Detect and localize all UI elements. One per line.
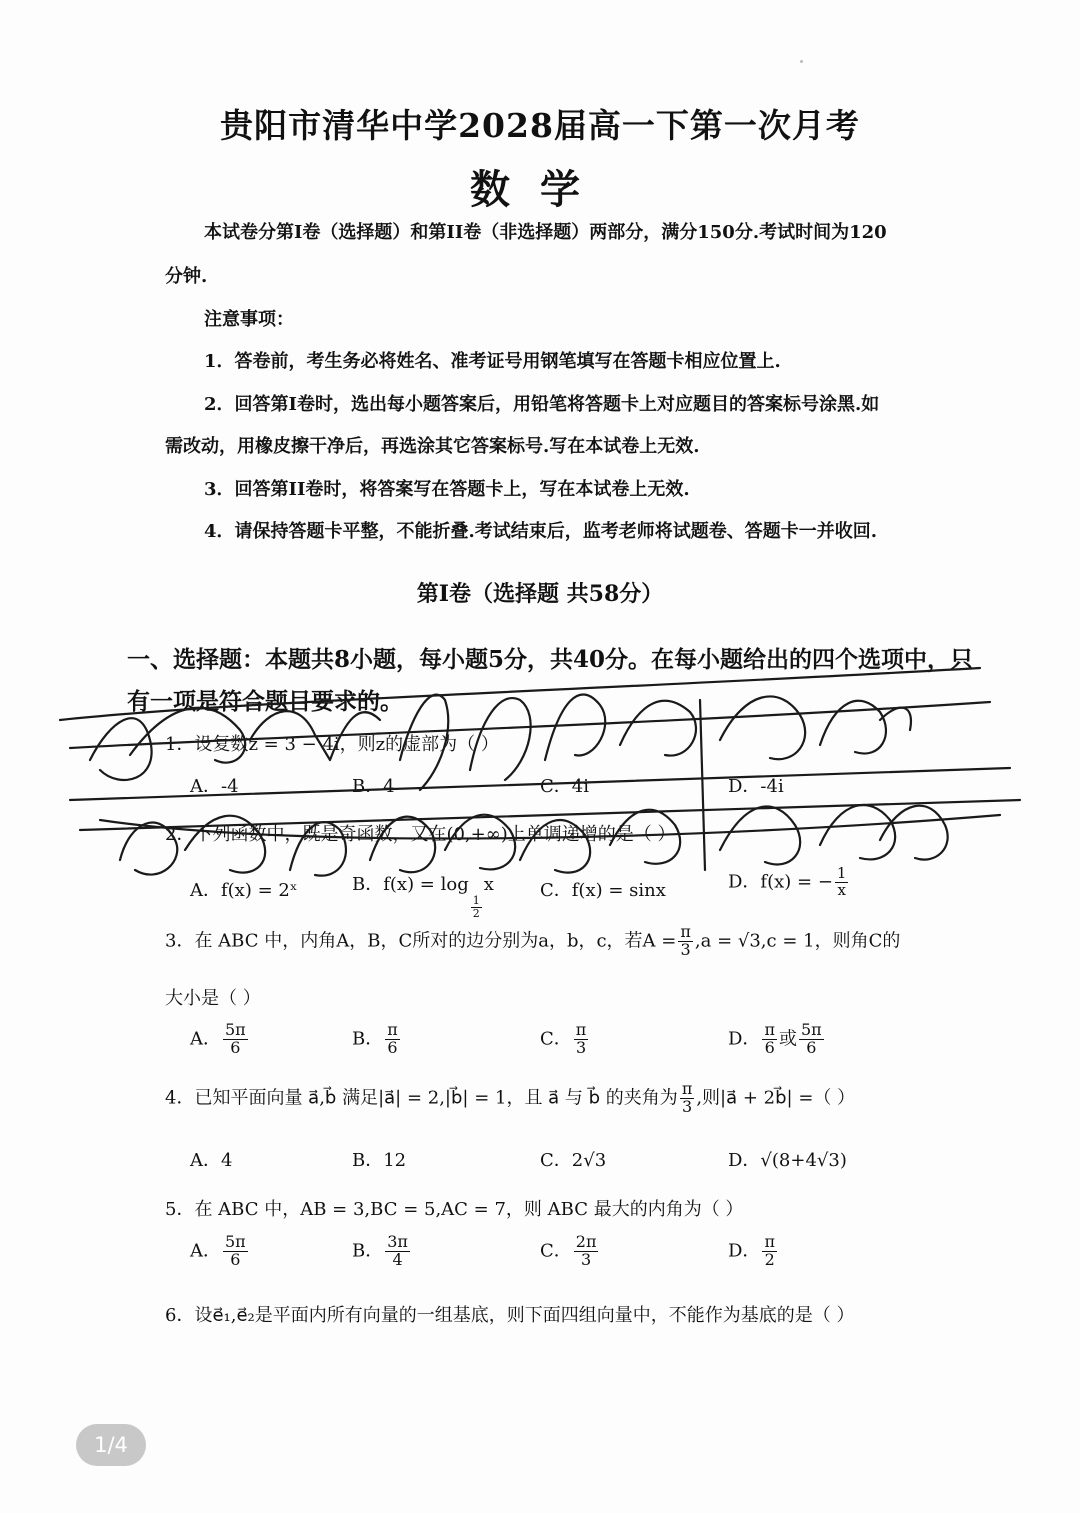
exam-subject: 数学 xyxy=(470,166,610,213)
q3-option-a xyxy=(190,1022,250,1057)
q2-d-fraction xyxy=(835,866,849,899)
q3-stem xyxy=(165,924,900,959)
q2-option-b-post: x xyxy=(483,874,494,895)
q5-c-den: 3 xyxy=(581,1249,592,1269)
q3-c-label: C． xyxy=(540,1028,572,1050)
q4-option-c: C．2√3 xyxy=(540,1150,607,1171)
q2-option-b-pre: B．f(x) = log xyxy=(352,874,469,895)
q3-a-label: A． xyxy=(190,1028,221,1050)
q1-stem: 1．设复数z = 3 − 4i，则z的虚部为（ ） xyxy=(165,734,499,755)
q2-log-base-num: 1 xyxy=(472,894,480,907)
q5-option-c xyxy=(540,1234,600,1269)
q3-option-b xyxy=(352,1022,402,1057)
notice-2: 2．回答第I卷时，选出每小题答案后，用铅笔将答题卡上对应题目的答案标号涂黑.如 xyxy=(204,394,880,415)
q3-d-den-2: 6 xyxy=(806,1037,817,1057)
scan-speck xyxy=(800,60,803,63)
q5-a-num: 5π xyxy=(225,1232,246,1251)
q2-option-b xyxy=(352,870,494,919)
q3-d-fraction-2 xyxy=(799,1022,824,1057)
q3-a-fraction xyxy=(223,1022,248,1057)
q3-d-num-1: π xyxy=(764,1020,775,1039)
notice-1: 1．答卷前，考生务必将姓名、准考证号用钢笔填写在答题卡相应位置上. xyxy=(204,351,781,372)
q2-log-base-den: 2 xyxy=(472,906,480,920)
intro-line-1: 本试卷分第I卷（选择题）和第II卷（非选择题）两部分，满分150分.考试时间为120 xyxy=(204,222,887,243)
q3-stem-post: ,a = √3,c = 1，则角C的 xyxy=(694,930,901,952)
q3-option-d xyxy=(728,1022,826,1057)
notice-heading: 注意事项： xyxy=(204,309,294,330)
q3-c-den: 3 xyxy=(575,1037,587,1057)
q3-d-label: D． xyxy=(728,1028,761,1050)
q5-d-fraction xyxy=(762,1234,777,1269)
notice-4: 4．请保持答题卡平整，不能折叠.考试结束后，监考老师将试题卷、答题卡一并收回. xyxy=(204,521,878,542)
q2-stem: 2．下列函数中，既是奇函数，又在(0,+∞)上单调递增的是（ ） xyxy=(165,824,676,845)
part-title: 第I卷（选择题 共58分） xyxy=(416,581,664,607)
q3-d-or: 或 xyxy=(778,1028,797,1050)
q1-option-a: A．-4 xyxy=(190,776,239,797)
q5-option-d xyxy=(728,1234,779,1269)
notice-2-cont: 需改动，用橡皮擦干净后，再选涂其它答案标号.写在本试卷上无效. xyxy=(165,436,700,457)
q5-a-fraction xyxy=(223,1234,248,1269)
q4-frac-den: 3 xyxy=(681,1096,693,1116)
q5-option-b xyxy=(352,1234,412,1269)
q5-b-fraction xyxy=(385,1234,410,1269)
q3-fraction xyxy=(678,924,693,959)
q2-d-num: 1 xyxy=(836,864,847,882)
q2-option-d-pre: D．f(x) = − xyxy=(728,871,833,893)
q5-b-den: 4 xyxy=(392,1249,403,1269)
q2-option-a: A．f(x) = 2ˣ xyxy=(190,880,298,901)
q3-d-num-2: 5π xyxy=(800,1020,822,1039)
page-indicator[interactable]: 1/4 xyxy=(76,1424,146,1466)
section-line-1: 一、选择题：本题共8小题，每小题5分，共40分。在每小题给出的四个选项中，只 xyxy=(127,646,974,673)
q3-b-label: B． xyxy=(352,1028,384,1050)
exam-title: 贵阳市清华中学2028届高一下第一次月考 xyxy=(220,106,860,145)
q1-option-d: D．-4i xyxy=(728,776,784,797)
q4-option-d: D．√(8+4√3) xyxy=(728,1150,847,1171)
q3-c-num: π xyxy=(575,1020,587,1039)
q5-option-a xyxy=(190,1234,250,1269)
q6-stem: 6．设e⃗₁,e⃗₂是平面内所有向量的一组基底，则下面四组向量中，不能作为基底的是（ ） xyxy=(165,1305,855,1326)
q4-frac-num: π xyxy=(681,1079,693,1098)
q2-d-den: x xyxy=(837,880,846,899)
q3-frac-num: π xyxy=(680,922,691,941)
q2-option-d xyxy=(728,866,850,899)
q2-log-base xyxy=(471,895,482,919)
q5-c-label: C． xyxy=(540,1240,572,1262)
q5-d-label: D． xyxy=(728,1240,761,1262)
q5-d-num: π xyxy=(764,1232,775,1251)
q3-b-den: 6 xyxy=(387,1037,398,1057)
notice-3: 3．回答第II卷时，将答案写在答题卡上，写在本试卷上无效. xyxy=(204,479,690,500)
q5-c-fraction xyxy=(574,1234,599,1269)
q5-d-den: 2 xyxy=(764,1249,775,1269)
q3-d-fraction-1 xyxy=(762,1022,777,1057)
q3-c-fraction xyxy=(574,1022,589,1057)
q4-stem-pre: 4．已知平面向量 a⃗,b⃗ 满足|a⃗| = 2,|b⃗| = 1，且 a⃗ 与 b⃗ 的夹角为 xyxy=(165,1087,678,1109)
q5-b-label: B． xyxy=(352,1240,384,1262)
intro-line-2: 分钟. xyxy=(165,266,208,287)
q5-a-label: A． xyxy=(190,1240,221,1262)
q4-stem xyxy=(165,1081,855,1116)
q1-option-b: B．4 xyxy=(352,776,395,797)
section-line-2: 有一项是符合题目要求的。 xyxy=(127,688,403,715)
q3-stem-line2: 大小是（ ） xyxy=(165,988,261,1009)
q4-option-b: B．12 xyxy=(352,1150,407,1171)
q3-frac-den: 3 xyxy=(680,939,691,959)
q5-b-num: 3π xyxy=(387,1232,408,1251)
q5-c-num: 2π xyxy=(575,1232,597,1251)
q3-b-num: π xyxy=(387,1020,398,1039)
q3-d-den-1: 6 xyxy=(764,1037,775,1057)
q2-option-c: C．f(x) = sinx xyxy=(540,880,666,901)
q3-a-num: 5π xyxy=(225,1020,246,1039)
q3-stem-pre: 3．在 ABC 中，内角A，B，C所对的边分别为a，b，c，若A = xyxy=(165,930,677,952)
q3-option-c xyxy=(540,1022,590,1057)
q5-stem: 5．在 ABC 中，AB = 3,BC = 5,AC = 7，则 ABC 最大的内角为（ ） xyxy=(165,1199,744,1220)
q4-stem-post: ,则|a⃗ + 2b⃗| =（ ） xyxy=(696,1087,856,1109)
q3-b-fraction xyxy=(385,1022,400,1057)
q1-option-c: C．4i xyxy=(540,776,589,797)
q4-fraction xyxy=(680,1081,695,1116)
q3-a-den: 6 xyxy=(230,1037,241,1057)
q4-option-a: A．4 xyxy=(190,1150,233,1171)
q5-a-den: 6 xyxy=(230,1249,241,1269)
